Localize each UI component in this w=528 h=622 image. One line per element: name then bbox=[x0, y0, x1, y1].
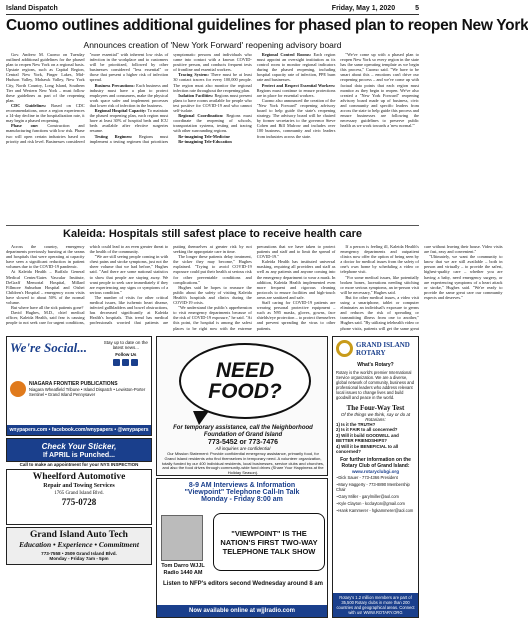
paragraph-text: Regions must coordinate the reopening of schools, transportation systems, testing and tracing with other surrounding regions. bbox=[173, 113, 252, 134]
social-icons bbox=[104, 359, 148, 366]
bubble-tail-icon bbox=[193, 411, 209, 425]
paragraph-text: Regions must continue to ensure protections are in place for essential workers. bbox=[256, 87, 336, 98]
paragraph-text: Construction and manufacturing functions with low risk. Phase two will open certain industries based on priority and risk level. Businesses considered "more essential" with inherent low risks of infection in the workplace and to customers will be prioritized, followed by other businesses considered "less essential" or those that present a higher risk of infection spread. bbox=[6, 52, 169, 144]
four-way-test-title: The Four-Way Test bbox=[346, 404, 405, 412]
paragraph-lead: CDC Guidelines: bbox=[11, 102, 47, 108]
test-question-2: 2) Is it FAIR to all concerned? bbox=[336, 427, 398, 433]
check-line2: If APRIL is Punched... bbox=[43, 451, 115, 459]
rotary-contact: ~Hank Kammerer - hgkammerer@aol.com bbox=[336, 508, 414, 514]
paragraph-text: Hughes said he hopes to reassure the public about the safety of visiting Kaleida Health's hospitals and clinics during the COVID-19 crisis. bbox=[173, 284, 252, 306]
nfp-logo-icon bbox=[10, 381, 26, 397]
main-subhead: Announces creation of 'New York Forward' reopening advisory board bbox=[83, 40, 342, 50]
rotary-contact: ~Kyle Clayton - kcclayton@gmail.com bbox=[336, 501, 405, 507]
masthead bbox=[6, 3, 419, 15]
paragraph-lead: Testing Regimen: bbox=[94, 133, 133, 139]
paragraph-text: Staff caring for COVID-19 patients are wearing personal protective equipment – such as N95 masks, gloves, gowns, face shields/eye protection – to protect themselves and prevent spreading the virus to other patients. bbox=[256, 300, 336, 331]
paragraph bbox=[173, 93, 252, 113]
ad-rotary bbox=[332, 336, 419, 618]
wheelford-name: Wheelford Automotive bbox=[32, 472, 126, 482]
section-divider bbox=[6, 225, 419, 226]
paragraph-lead: Isolation Facilities: bbox=[178, 92, 214, 98]
food-confidential: All inquiries are confidential bbox=[215, 446, 271, 451]
paragraph bbox=[6, 103, 85, 123]
ad-need-food bbox=[156, 336, 328, 476]
gi-auto-tagline: Education • Experience • Commitment bbox=[19, 540, 139, 549]
paragraph-text: Gov. Andrew M. Cuomo on Tuesday outlined additional guidelines for the phased plan to reopen New York on a regional basis. Upstate regions, such as Capital Region, Central New York, Finger Lakes, Mid-Hudson Valley, Mohawk Valley, New York City, North Country, Long Island, Southern Tier and Western New York – must follow these guidelines as part of the reopening plan. bbox=[6, 52, 85, 103]
food-callout: For temporary assistance, call the Neighborhood Foundation of Grand Island bbox=[173, 425, 313, 438]
wheelford-tagline: Repair and Towing Services bbox=[43, 483, 115, 489]
paragraph bbox=[6, 244, 85, 269]
four-way-test-sub: Of the things we think, say or do at Rotarians: bbox=[340, 412, 411, 422]
host-name: Tom Darro WJJL Radio 1440 AM bbox=[161, 563, 205, 576]
paragraph-text: Kaleida Health has instituted universal masking, requiring all providers and staff as well as any patients and anyone coming into the emergency department to wear a mask. In addition, Kaleida Health implemented even more frequent and rigorous cleaning protocols to ensure facilities and high-touch areas are sanitized and safe. bbox=[256, 259, 336, 300]
test-question-4: 4) Will it be BENEFICIAL to all concerned? bbox=[336, 443, 399, 455]
paragraph-text: "We understand the public's apprehension to visit emergency departments because of the risk of COVID-19 exposure," he said. "At this point, the hospital is among the safest places to be right now with the extreme precautions that we have taken to protect patients and staff and to limit the spread of COVID-19." bbox=[173, 244, 336, 331]
paragraph bbox=[173, 285, 252, 305]
main-headline: Cuomo outlines additional guidelines for phased plan to reopen New York bbox=[6, 17, 528, 34]
rotary-contact: ~Gary Miller - garylmiller@aol.com bbox=[336, 494, 399, 500]
gi-auto-address: 773-7558 • 2509 Grand Island Blvd. bbox=[41, 551, 117, 556]
rotary-name: GRAND ISLAND ROTARY bbox=[356, 340, 410, 357]
paragraph bbox=[173, 254, 252, 285]
paragraph-lead: Regional Coordination: bbox=[178, 113, 224, 119]
paragraph-lead: Regional Control Rooms: bbox=[261, 52, 312, 57]
social-title: We're Social... bbox=[10, 340, 88, 355]
paragraph-text: The number of visits for other critical medical issues, like ischemic heart disease, infected gallbladders and bowel obstructions, has decreased significantly at Kaleida Health's hospitals. This trend has medical professionals worried that patients are putting themselves at greater risk by not seeking the appropriate care in time. bbox=[89, 244, 252, 326]
rotary-footer: Rotary's 1.2 million members are part of 35,500 Rotary clubs in more than 200 countries and geographical areas. Connect with us! WWW.ROTARY.ORG bbox=[333, 593, 418, 617]
check-line1: Check Your Sticker, bbox=[41, 441, 117, 451]
paragraph-lead: Business Precautions: bbox=[94, 82, 135, 88]
rotary-url[interactable]: www.rotaryclubgi.org bbox=[351, 469, 400, 475]
paragraph-text: Each region must appoint an oversight institution as its control room to monitor regional indicators during the phased reopening, including hospital capacity rate of infection, PPE burn rate and businesses. bbox=[256, 52, 336, 83]
paragraph bbox=[340, 275, 419, 295]
paragraph bbox=[90, 83, 169, 108]
paragraph-text: "For some medical issues, like potentially broken bones, lacerations needing stitching or more serious symptoms, an in-person visit will be necessary," Hughes said. bbox=[340, 274, 419, 295]
paragraph-text: But for other medical issues, a video visit using a smartphone, tablet or computer eliminates an individual's exposure to germs and reduces the risk of spreading or transmitting illness from one to another," Hughes said. "By utilizing telehealth video or phone visits, patients will get the same great care without leaving their house. Video visits are fast, easy and convenient." bbox=[340, 244, 503, 331]
paragraph-lead: Regional Hospital Capacity: bbox=[94, 108, 147, 114]
paragraph bbox=[6, 52, 85, 103]
rotary-what-title: What's Rotary? bbox=[357, 362, 394, 368]
paragraph-lead: Tracing System: bbox=[178, 72, 209, 78]
paragraph-text: The longer these patients delay treatment, the sicker they may become," Hughes explained. "Trying to avoid COVID-19 exposure could put their health at serious risk for other preventable conditions and complications." bbox=[173, 254, 252, 285]
paragraph-text: If a person is feeling ill, Kaleida Health's emergency departments and outpatient clinics now offer the option of being seen by a doctor for medical issues from the safety of one's own home by scheduling a video or telephone visit. bbox=[340, 244, 419, 275]
page-number: 5 bbox=[415, 5, 419, 12]
stay-text: Stay up to date on the latest news... bbox=[103, 340, 148, 350]
ad-grand-island-auto bbox=[6, 527, 152, 565]
paragraph bbox=[257, 259, 336, 300]
paragraph-lead: Re-imagining Tele-Education bbox=[178, 138, 232, 144]
paragraph bbox=[340, 244, 419, 275]
ad-radio bbox=[156, 478, 328, 618]
org-name: NIAGARA FRONTIER PUBLICATIONS bbox=[29, 381, 118, 387]
rotary-info: For further information on the Rotary Club of Grand Island: bbox=[340, 457, 411, 470]
paragraph-lead: Phase one: bbox=[11, 123, 39, 129]
paragraph-text: At Kaleida Health – Buffalo General Medical Center/Gates Vascular Institute, DeGraff Memorial Hospital, Millard Fillmore Suburban Hospital and Oishei Children's Hospital – emergency room visits have slowed to about 50% of the normal volume. bbox=[6, 269, 85, 306]
rotary-contact: ~Mary Haggerty - 773-8890 Membership Chair bbox=[336, 482, 410, 493]
paragraph-text: Regions must implement a testing regimen that prioritizes symptomatic persons and individuals who came into contact with a known COVID-positive person, and conducts frequent tests of frontline and essential workers. bbox=[89, 52, 252, 144]
paragraph-text: Cuomo also announced the creation of the "New York Forward" reopening advisory board to help guide the state's reopening strategy. The advisory board will be chaired by former secretaries to the governor Steve Cohen and Bill Mulrow and includes over 100 business, community and civic leaders from industries across the state. bbox=[256, 97, 336, 139]
need-food-text: NEED FOOD? bbox=[208, 359, 282, 403]
ad-check-sticker bbox=[6, 438, 152, 462]
paragraph-lead: Protect and Respect Essential Workers: bbox=[261, 82, 336, 88]
test-question-1: 1) Is it the TRUTH? bbox=[336, 422, 376, 427]
social-url[interactable]: wnypapers.com • facebook.com/wnypapers • @wnypapers bbox=[7, 425, 151, 435]
paragraph bbox=[173, 139, 252, 144]
niagara-publications bbox=[7, 379, 151, 399]
paragraph bbox=[173, 113, 252, 133]
test-question-3: 3) Will it build GOODWILL and BETTER FRIENDSHIPS? bbox=[336, 432, 399, 444]
wheelford-phone: 775-0728 bbox=[61, 497, 97, 507]
paragraph bbox=[340, 52, 419, 128]
viewpoint-burst: "VIEWPOINT" IS THE NATION'S FIRST TWO-WAY TELEPHONE TALK SHOW bbox=[213, 513, 325, 571]
rotary-what-text: Rotary is the world's premier International Service organization. We are a diverse, global network of community, business and professional leaders who address relevant local issues to change lives and build goodwill and peace in the world. bbox=[336, 370, 414, 400]
radio-listen: Listen to NFP's editors second Wednesday around 8 am bbox=[162, 581, 324, 587]
stay-up-to-date bbox=[104, 340, 148, 376]
paragraph bbox=[257, 300, 336, 331]
radio-line3: Monday - Friday 8:00 am bbox=[201, 496, 283, 503]
paragraph-text: But where have all the sick patients gone? bbox=[11, 305, 84, 311]
paragraph bbox=[90, 108, 169, 133]
radio-line1: 8-9 AM Interviews & Information bbox=[188, 482, 296, 489]
issue-date: Friday, May 1, 2020 bbox=[331, 5, 396, 12]
paragraph-text: "Ultimately, we want the community to know that we are still available – both in person and virtually – to provide the safest, highest-quality care – whether you are having a baby, need emergency surgery, or are experiencing symptoms of a heart attack or stroke," Hughes said. "We're ready to provide the same great care our community expects and deserves." bbox=[423, 254, 503, 300]
radio-line2: "Viewpoint" Telephone Call-In Talk bbox=[184, 489, 300, 496]
paragraph-text: There must be at least 30 contact tracers for every 100,000 people. The region must also monitor the regional infection rate throughout the reopening plan. bbox=[173, 72, 252, 93]
follow-label: Follow Us bbox=[115, 352, 137, 357]
food-phone: 773-5452 or 773-7476 bbox=[207, 439, 279, 446]
org-subtitle: Niagara Wheatfield Tribune • Island Dispatch • Lewiston-Porter Sentinel • Grand Island Pennysaver bbox=[29, 387, 146, 397]
paragraph bbox=[257, 98, 336, 139]
host-photo bbox=[161, 515, 203, 561]
call-today: Call to make an appointment for your NYS INSPECTION bbox=[19, 462, 139, 467]
paragraph-text: "We've come up with a phased plan to reopen New York so every region in the state has the same operating template as we begin this process," Cuomo said. "We have to be smart about this – emotions can't drive our reopening process – and we've come up with factual data points that each region must monitor as they begin to reopen. We've also created a "New York Forward" reopening advisory board made up of business, civic and community and specific leaders from across the state to help guide this process and ensure businesses are following the necessary guidelines to preserve public health as we work towards a 'new normal.'" bbox=[340, 52, 419, 129]
paragraph bbox=[173, 72, 252, 92]
radio-web[interactable]: Now available online at wjjlradio.com bbox=[157, 605, 327, 617]
paragraph-text: David Hughes, M.D., chief medical officer, Kaleida Health, said fear is causing people to not seek care for urgent conditions, which could lead to an even greater threat to the health of the community. bbox=[6, 244, 169, 326]
paragraph bbox=[257, 52, 336, 83]
gi-auto-hours: Monday - Friday 7am - 5pm bbox=[49, 556, 109, 561]
ad-wheelford bbox=[6, 469, 152, 525]
main-article-body bbox=[6, 52, 419, 222]
paper-name: Island Dispatch bbox=[6, 5, 58, 12]
paragraph-text: Based on CDC recommendations, once a region experiences a 14-day decline in the hospitalization rate, it may begin a phased reopening. bbox=[6, 102, 85, 124]
paragraph-text: Regions must present plans to have rooms available for people who test positive for COVID-19 and who cannot self-isolate. bbox=[173, 92, 252, 114]
instagram-icon[interactable] bbox=[131, 359, 138, 366]
paragraph bbox=[257, 83, 336, 98]
food-mission: Our Mission Statement: Provide confidential emergency assistance, primarily food, for Grand Island residents who find themselves in temporary need. A volunteer organization, totally funded by our 400 individual residents, local businesses, service clubs and churches, and also the food drives through community-wide fund drives (Share Your Happiness at the Holiday Season). bbox=[161, 451, 325, 476]
second-article-body bbox=[6, 244, 503, 334]
speech-bubble bbox=[179, 343, 311, 419]
ad-social bbox=[6, 336, 152, 436]
facebook-icon[interactable] bbox=[113, 359, 120, 366]
paragraph bbox=[424, 254, 503, 300]
paragraph-lead: Re-imagining Tele-Medicine bbox=[178, 133, 230, 139]
paragraph-text: To maintain the phased reopening plan, each region must have at least 30% of hospital beds and ICU beds available after elective surgeries resume. bbox=[89, 108, 169, 134]
wheelford-address: 1765 Grand Island Blvd. bbox=[54, 491, 104, 496]
paragraph bbox=[90, 254, 169, 295]
rotary-wheel-icon bbox=[336, 340, 353, 357]
gi-auto-name: Grand Island Auto Tech bbox=[30, 530, 128, 540]
paragraph-text: Each business and industry must have a plan to protect employees and consumers, make the physical work space safer and implement processes that lower risk of infection in the business. bbox=[89, 82, 169, 108]
twitter-icon[interactable] bbox=[122, 359, 129, 366]
rotary-contact: ~Dick Sauer - 773-4366 President bbox=[336, 475, 398, 481]
second-headline: Kaleida: Hospitals still safest place to receive health care bbox=[63, 228, 362, 240]
paragraph-text: "We are still seeing people coming in with chest pains and stroke symptoms, just not the sheer volume that we had before," Hughes said. "And there are some national statistics to show that people are staying away. We want people to seek care immediately if they are experiencing any signs or symptoms of a serious condition." bbox=[89, 254, 169, 295]
paragraph-text: Across the country, emergency departments previously bursting at the seams and hospitals that were operating at capacity have seen a significant reduction in patient volumes due to the COVID-19 pandemic. bbox=[6, 244, 85, 270]
paragraph bbox=[6, 269, 85, 305]
